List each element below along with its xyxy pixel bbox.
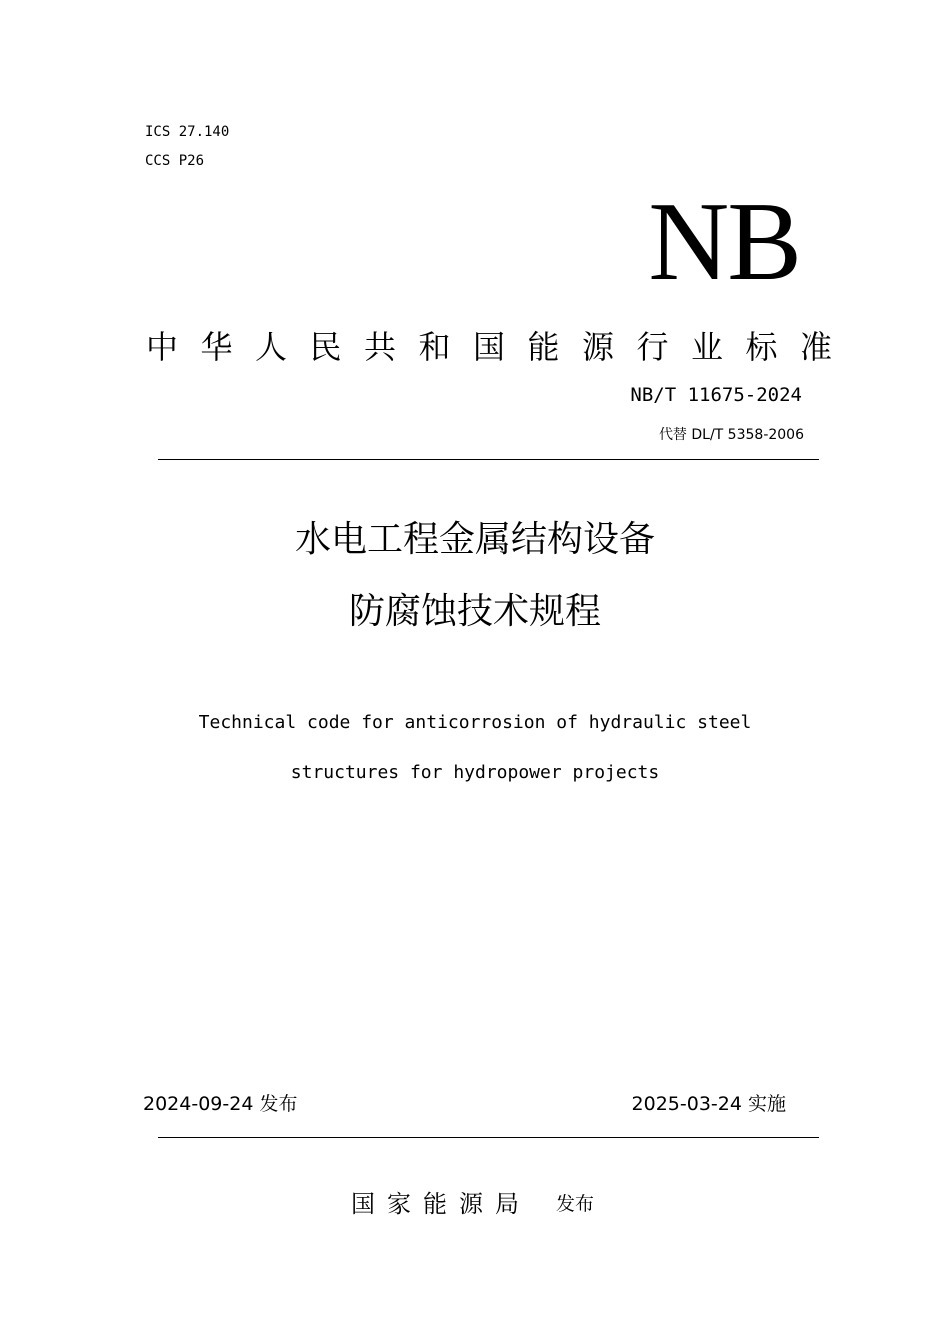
ccs-code: CCS P26: [145, 153, 205, 169]
issuing-authority: 国家能源局: [351, 1190, 531, 1218]
issued-by-label: 发布: [556, 1193, 595, 1215]
issue-date: 2024-09-24 发布: [143, 1093, 298, 1115]
nb-logo: NB: [648, 180, 800, 304]
standard-number: NB/T 11675-2024: [630, 384, 802, 406]
top-divider: [158, 459, 819, 460]
bottom-divider: [158, 1137, 819, 1138]
document-title-cn-line1: 水电工程金属结构设备: [294, 519, 655, 560]
document-title-cn-line2: 防腐蚀技术规程: [348, 591, 601, 632]
ics-code: ICS 27.140: [145, 124, 230, 140]
standard-category-title: 中华人民共和国能源行业标准: [146, 328, 855, 366]
document-title-en-line1: Technical code for anticorrosion of hydraulic steel: [198, 712, 752, 733]
document-title-en-line2: structures for hydropower projects: [290, 762, 660, 783]
replaces-standard: 代替 DL/T 5358-2006: [658, 427, 804, 443]
implementation-date: 2025-03-24 实施: [631, 1093, 786, 1115]
